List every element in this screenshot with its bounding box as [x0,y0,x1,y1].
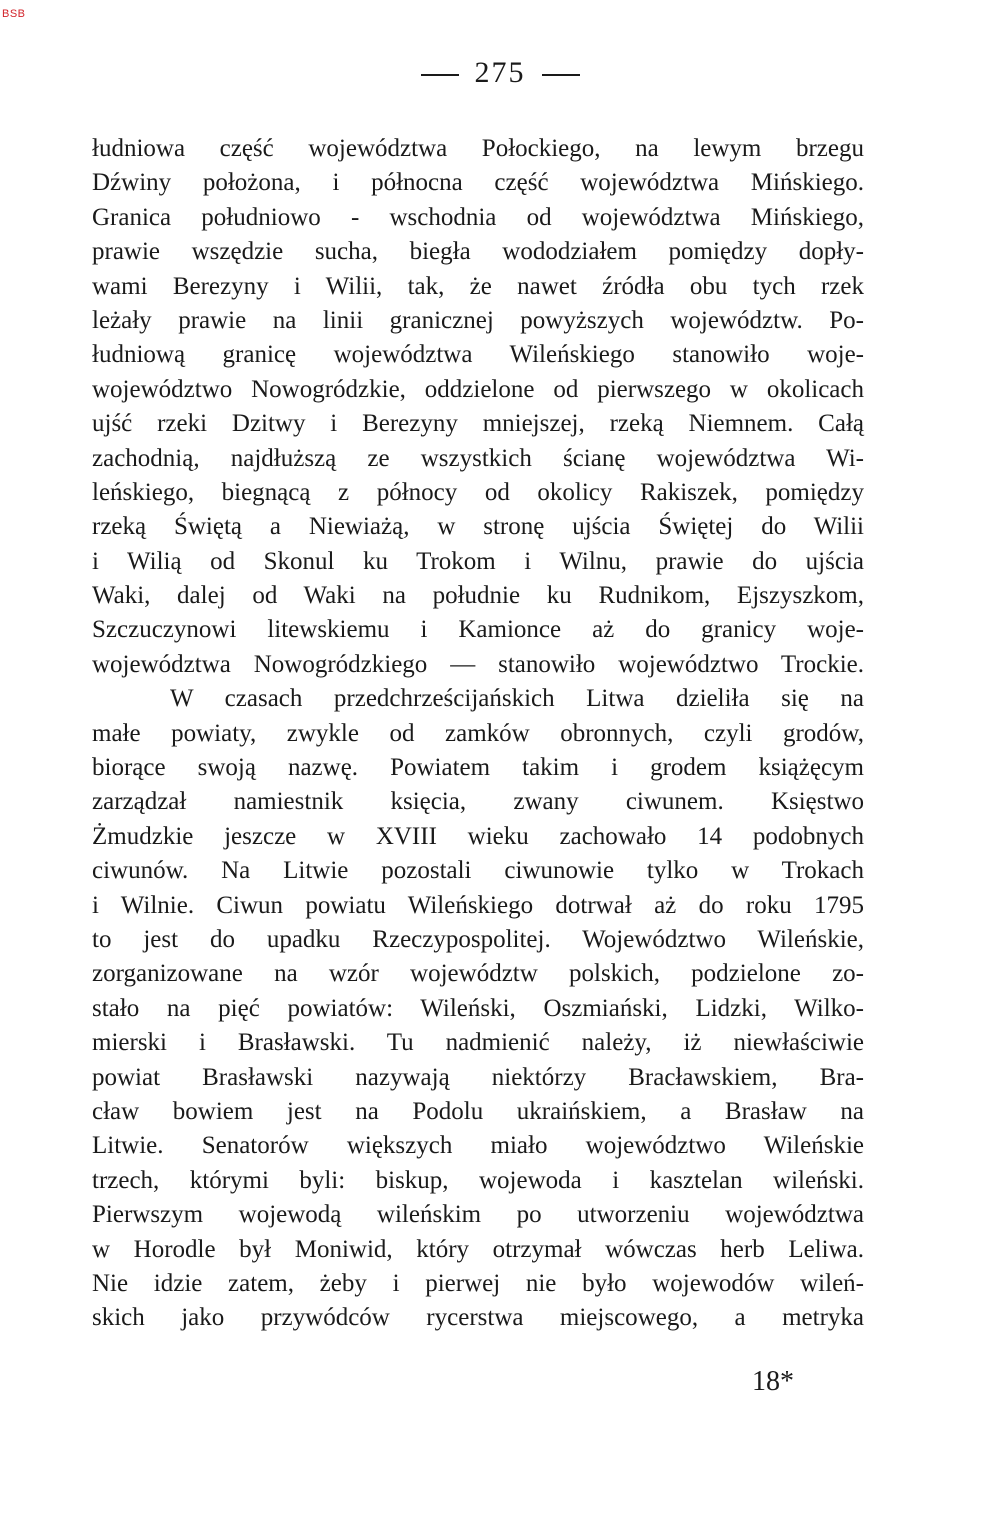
text-line: ujść rzeki Dzitwy i Berezyny mniejszej, rzeką Niemnem. Całą [92,410,864,438]
text-line: trzech, którymi byli: biskup, wojewoda i kasztelan wileński. [92,1166,864,1194]
text-line: ciwunów. Na Litwie pozostali ciwunowie tylko w Trokach [92,857,864,885]
sheet-signature: 18* [752,1366,794,1397]
text-line: małe powiaty, zwykle od zamków obronnych, czyli grodów, [92,719,864,747]
text-line: stało na pięć powiatów: Wileński, Oszmiański, Lidzki, Wilko- [92,994,864,1022]
text-line: i Wilnie. Ciwun powiatu Wileńskiego dotrwał aż do roku 1795 [92,891,864,919]
header-dash-left [421,74,459,76]
text-line: zachodnią, najdłuższą ze wszystkich ścianę województwa Wi- [92,444,864,472]
text-line: W czasach przedchrześcijańskich Litwa dzieliła się na [170,685,864,713]
library-stamp: BSB [2,8,26,20]
text-line: rzeką Świętą a Niewiażą, w stronę ujścia Świętej do Wilii [92,513,864,541]
text-line: cław bowiem jest na Podolu ukraińskiem, a Brasław na [92,1097,864,1125]
text-line: prawie wszędzie sucha, biegła wododziałem pomiędzy dopły- [92,238,864,266]
text-line: Granica południowo - wschodnia od województwa Mińskiego, [92,203,864,231]
text-line: wami Berezyny i Wilii, tak, że nawet źródła obu tych rzek [92,272,864,300]
text-line: zorganizowane na wzór województw polskich, podzielone zo- [92,960,864,988]
body-text [92,132,864,1336]
header-dash-right [542,74,580,76]
page-number: 275 [474,56,526,89]
text-line: to jest do upadku Rzeczypospolitej. Województwo Wileńskie, [92,925,864,953]
text-line: Nie idzie zatem, żeby i pierwej nie było wojewodów wileń- [92,1269,864,1297]
page-header [0,56,1000,90]
text-line: zarządzał namiestnik księcia, zwany ciwunem. Księstwo [92,788,864,816]
text-line: Pierwszym wojewodą wileńskim po utworzeniu województwa [92,1201,864,1229]
text-line: Żmudzkie jeszcze w XVIII wieku zachowało 14 podobnych [92,822,864,850]
text-line: Waki, dalej od Waki na południe ku Rudnikom, Ejszyszkom, [92,582,864,610]
text-line: leńskiego, biegnącą z północy od okolicy Rakiszek, pomiędzy [92,478,864,506]
text-line: łudniowa część województwa Połockiego, na lewym brzegu [92,135,864,162]
text-line: biorące swoją nazwę. Powiatem takim i grodem książęcym [92,754,864,782]
text-line: mierski i Brasławski. Tu nadmienić należy, iż niewłaściwie [92,1029,864,1057]
text-line: w Horodle był Moniwid, który otrzymał wówczas herb Leliwa. [92,1235,864,1263]
text-line: leżały prawie na linii granicznej powyższych województw. Po- [92,306,864,334]
text-line: skich jako przywódców rycerstwa miejscowego, a metryka [92,1304,864,1332]
text-line: Dźwiny położona, i północna część województwa Mińskiego. [92,169,864,197]
text-line: Litwie. Senatorów większych miało województwo Wileńskie [92,1132,864,1160]
text-line: i Wilią od Skonul ku Trokom i Wilnu, prawie do ujścia [92,547,864,575]
text-line: łudniową granicę województwa Wileńskiego stanowiło woje- [92,341,864,369]
text-line: województwa Nowogródzkiego — stanowiło województwo Trockie. [92,650,864,678]
text-line: powiat Brasławski nazywają niektórzy Bracławskiem, Bra- [92,1063,864,1091]
text-line: województwo Nowogródzkie, oddzielone od pierwszego w okolicach [92,375,864,403]
text-line: Szczuczynowi litewskiemu i Kamionce aż do granicy woje- [92,616,864,644]
